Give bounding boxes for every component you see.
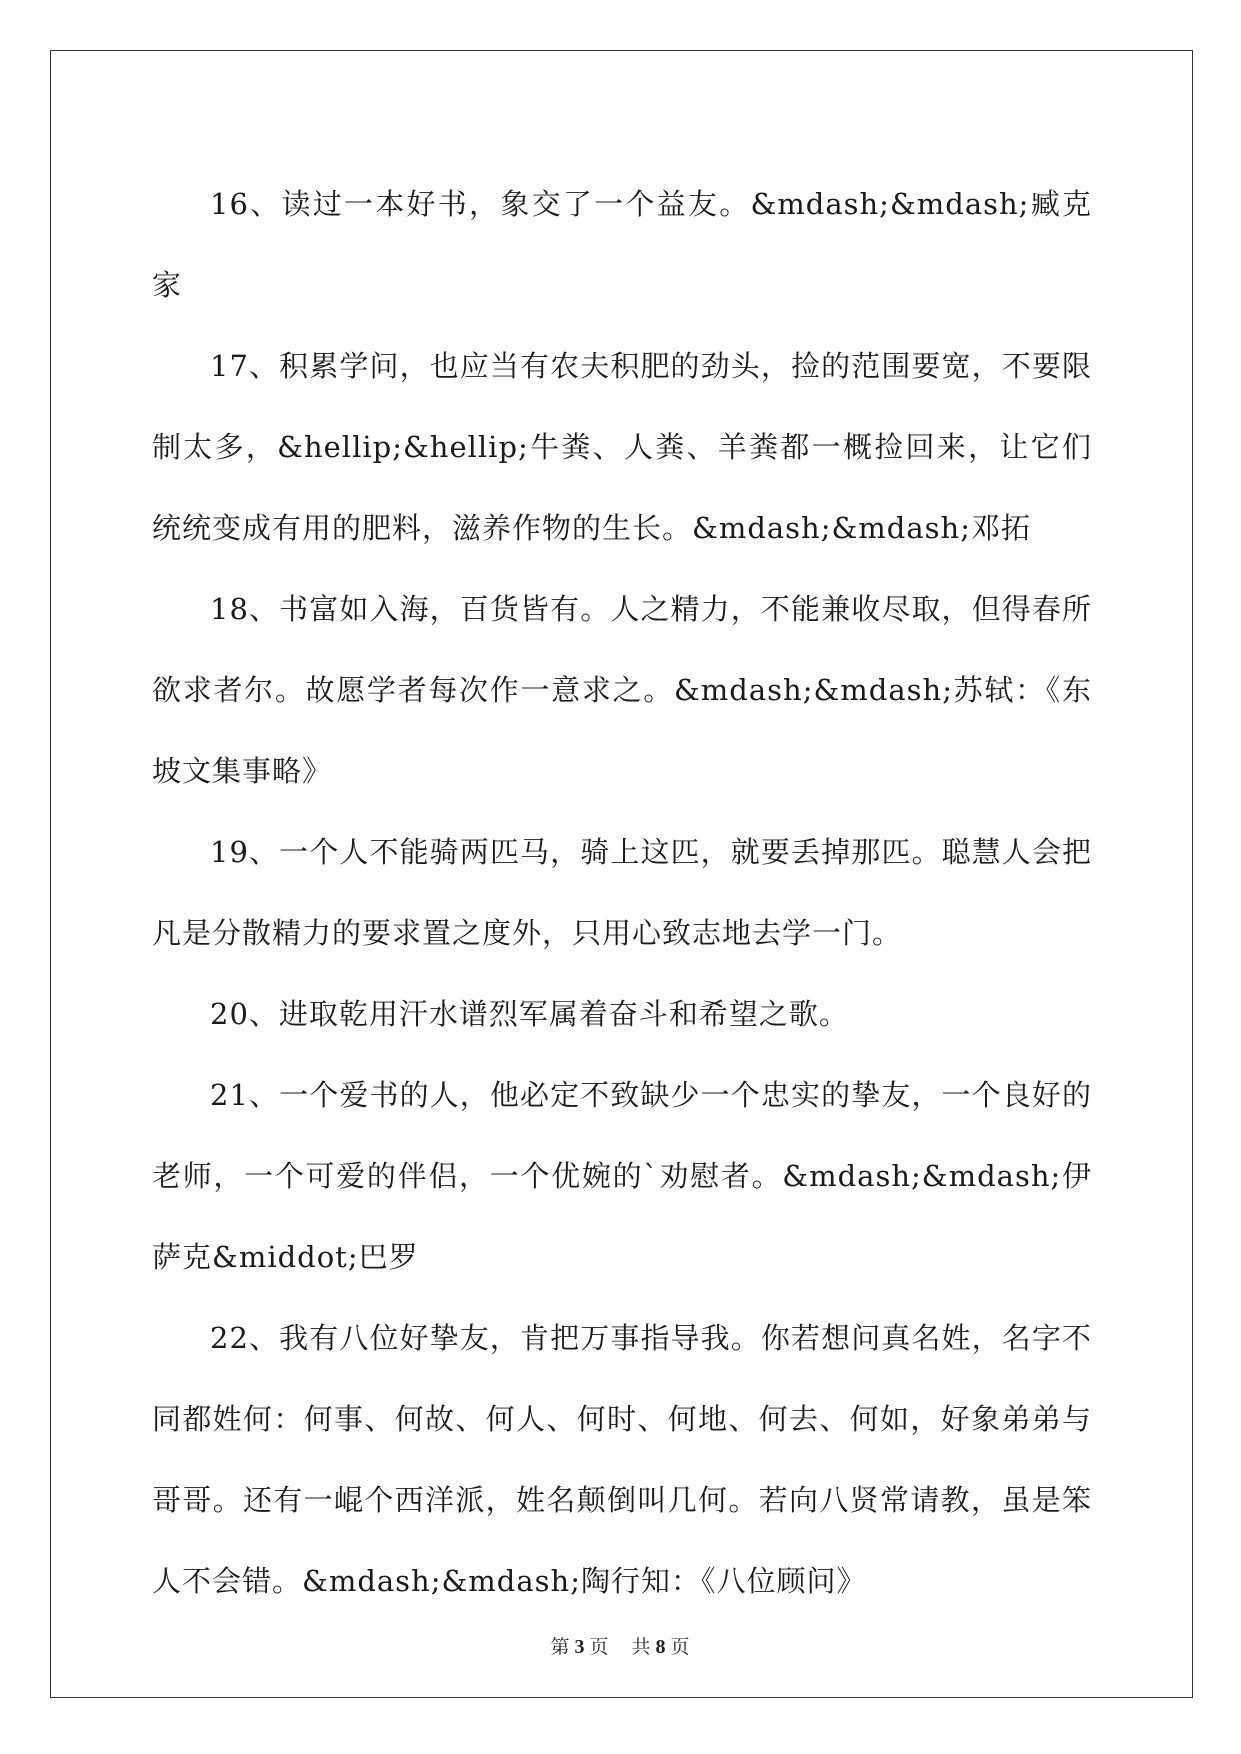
quote-paragraph-20: 20、进取乾用汗水谱烈军属着奋斗和希望之歌。 xyxy=(210,997,849,1031)
current-page-number: 3 xyxy=(574,1636,586,1658)
quote-paragraph-17: 17、积累学问，也应当有农夫积肥的劲头，捡的范围要宽，不要限制太多，&hellip;&hellip;牛粪、人粪、羊粪都一概捡回来，让它们统统变成有用的肥料，滋养作物的生长。&mdash;&mdash;邓拓 xyxy=(152,349,1092,545)
page-suffix: 页 xyxy=(589,1636,610,1658)
page-prefix: 第 xyxy=(550,1636,571,1658)
total-prefix: 共 xyxy=(631,1636,652,1658)
quote-paragraph-22: 22、我有八位好挚友，肯把万事指导我。你若想问真名姓，名字不同都姓何：何事、何故、何人、何时、何地、何去、何如，好象弟弟与哥哥。还有一崐个西洋派，姓名颠倒叫几何。若向八贤常请教，虽是笨人不会错。&mdash;&mdash;陶行知：《八位顾问》 xyxy=(152,1321,1092,1598)
document-body xyxy=(152,164,1092,1622)
total-suffix: 页 xyxy=(670,1636,691,1658)
quote-paragraph-16: 16、读过一本好书，象交了一个益友。&mdash;&mdash;臧克家 xyxy=(152,187,1092,302)
total-page-count: 8 xyxy=(655,1636,667,1658)
quote-paragraph-19: 19、一个人不能骑两匹马，骑上这匹，就要丢掉那匹。聪慧人会把凡是分散精力的要求置之度外，只用心致志地去学一门。 xyxy=(152,835,1092,950)
quote-paragraph-18: 18、书富如入海，百货皆有。人之精力，不能兼收尽取，但得春所欲求者尔。故愿学者每次作一意求之。&mdash;&mdash;苏轼：《东坡文集事略》 xyxy=(152,592,1092,788)
quote-paragraph-21: 21、一个爱书的人，他必定不致缺少一个忠实的挚友，一个良好的老师，一个可爱的伴侣，一个优婉的`劝慰者。&mdash;&mdash;伊萨克&middot;巴罗 xyxy=(152,1078,1092,1274)
page-footer xyxy=(0,1632,1241,1659)
